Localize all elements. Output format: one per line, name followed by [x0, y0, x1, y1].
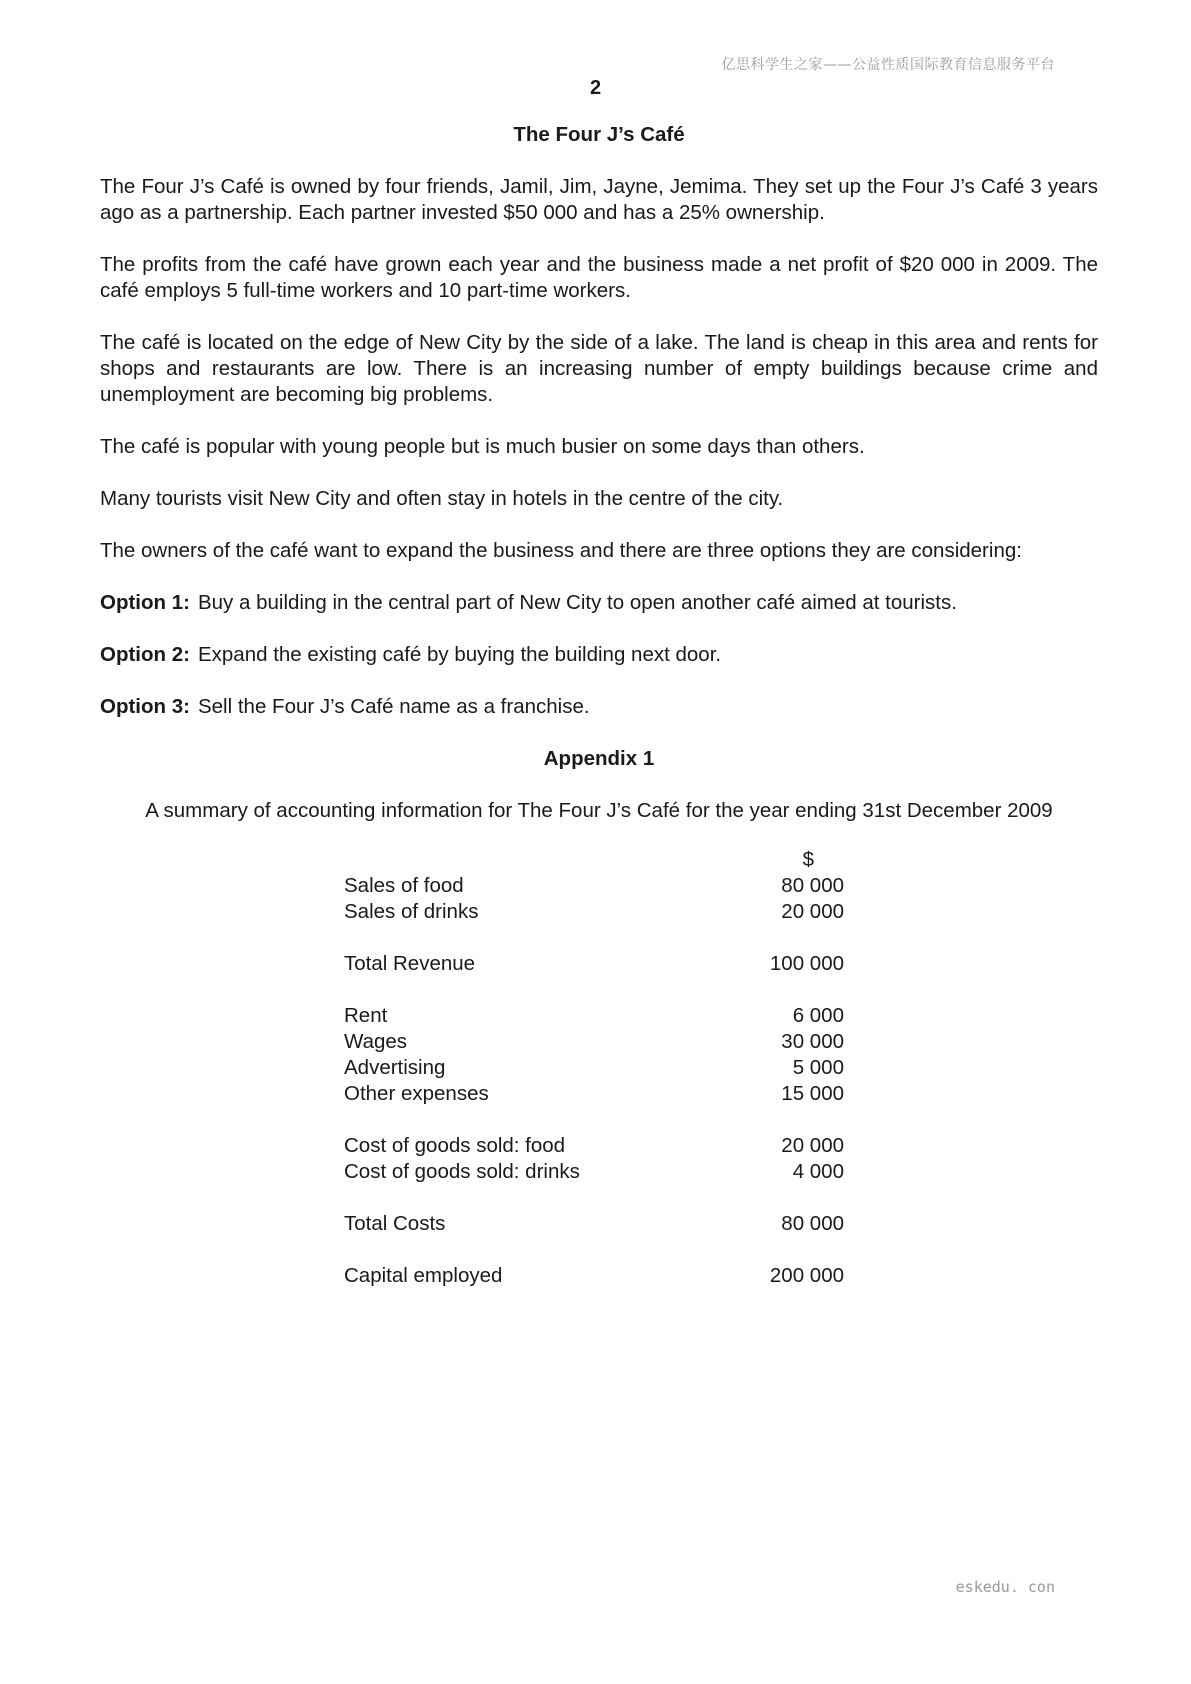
row-label: Rent [344, 1004, 388, 1027]
option-label: Option 3: [100, 695, 190, 718]
row-label: Advertising [344, 1056, 446, 1079]
table-row [344, 951, 844, 977]
row-label: Cost of goods sold: drinks [344, 1160, 580, 1183]
paragraph: The café is located on the edge of New City by the side of a lake. The land is cheap in this area and rents for shops and restaurants are low. There is an increasing number of empty buildings because crime and unemployment are becoming big problems. [100, 331, 1098, 406]
option-text: Buy a building in the central part of New City to open another café aimed at tourists. [197, 591, 957, 614]
option-text: Sell the Four J’s Café name as a franchise. [197, 695, 590, 718]
currency-symbol: $ [802, 848, 814, 871]
paragraph: The profits from the café have grown each year and the business made a net profit of $20 000 in 2009. The café employs 5 full-time workers and 10 part-time workers. [100, 253, 1098, 302]
table-row [344, 873, 844, 899]
row-value: 15 000 [781, 1082, 844, 1105]
paragraph: The Four J’s Café is owned by four friends, Jamil, Jim, Jayne, Jemima. They set up the Four J’s Café 3 years ago as a partnership. Each partner invested $50 000 and has a 25% ownership. [100, 175, 1098, 224]
table-row [344, 1081, 844, 1107]
table-row [344, 1055, 844, 1081]
header-watermark: 亿思科学生之家——公益性质国际教育信息服务平台 [721, 57, 1055, 73]
option-text: Expand the existing café by buying the building next door. [197, 643, 722, 666]
paragraph: Many tourists visit New City and often stay in hotels in the centre of the city. [100, 487, 784, 510]
table-row [344, 1029, 844, 1055]
row-label: Wages [344, 1030, 408, 1053]
table-row [344, 1211, 844, 1237]
row-value: 5 000 [792, 1056, 844, 1079]
row-label: Total Costs [344, 1212, 446, 1235]
row-label: Sales of food [344, 874, 464, 897]
row-label: Sales of drinks [344, 900, 479, 923]
appendix-description: A summary of accounting information for The Four J’s Café for the year ending 31st December 2009 [145, 799, 1053, 822]
row-value: 100 000 [769, 952, 844, 975]
option-item [100, 694, 1098, 720]
option-label: Option 2: [100, 643, 190, 666]
table-row [344, 1133, 844, 1159]
row-value: 4 000 [792, 1160, 844, 1183]
row-value: 30 000 [781, 1030, 844, 1053]
footer-watermark: eskedu. con [955, 1578, 1055, 1596]
row-value: 6 000 [792, 1004, 844, 1027]
table-row [344, 1159, 844, 1185]
document-body [100, 122, 1098, 1289]
option-label: Option 1: [100, 591, 190, 614]
option-item [100, 590, 1098, 616]
row-label: Total Revenue [344, 952, 476, 975]
table-row [344, 1003, 844, 1029]
row-value: 80 000 [781, 874, 844, 897]
paragraph: The café is popular with young people but is much busier on some days than others. [100, 435, 865, 458]
option-item [100, 642, 1098, 668]
row-label: Other expenses [344, 1082, 489, 1105]
paragraph: The owners of the café want to expand the business and there are three options they are considering: [100, 539, 1022, 562]
row-label: Cost of goods sold: food [344, 1134, 566, 1157]
appendix-title: Appendix 1 [543, 747, 655, 770]
table-row [344, 1263, 844, 1289]
currency-header-row [344, 847, 844, 873]
page-number: 2 [589, 77, 602, 99]
row-value: 20 000 [781, 1134, 844, 1157]
document-title: The Four J’s Café [513, 123, 685, 146]
accounts-table [344, 847, 844, 1289]
row-value: 20 000 [781, 900, 844, 923]
row-value: 80 000 [781, 1212, 844, 1235]
table-row [344, 899, 844, 925]
row-value: 200 000 [769, 1264, 844, 1287]
row-label: Capital employed [344, 1264, 503, 1287]
